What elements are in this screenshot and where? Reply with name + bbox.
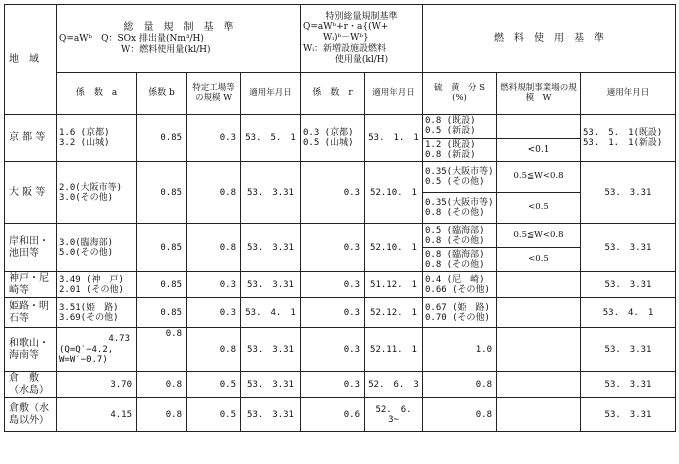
sulfur-cell [423, 162, 497, 193]
coef-a-cell: 4.15 [57, 398, 137, 432]
specific-factory-cell: 0.8 [187, 162, 241, 224]
region-cell: 姫路・明石等 [5, 298, 57, 328]
region-cell: 京 都 等 [5, 115, 57, 162]
apply-date-1-cell: 53. 3.31 [241, 372, 301, 398]
apply-date-2-cell: 52. 6. 3 [365, 372, 423, 398]
sulfur-line: 0.67 (姫 路) [425, 302, 490, 313]
sulfur-cell [423, 224, 497, 248]
fuel-scale-cell: 0.5≦W<0.8 [497, 224, 581, 248]
total-title: 総 量 規 制 基 準 [123, 21, 234, 33]
specific-factory-cell: 0.3 [187, 272, 241, 298]
sulfur-cell [423, 115, 497, 139]
coef-b-cell: 0.85 [137, 224, 187, 272]
apply-date-2-cell: 52. 6. 3~ [365, 398, 423, 432]
coef-r-cell: 0.3 [301, 272, 365, 298]
apply-date-3-line: 53. 1. 1(新設) [583, 138, 663, 149]
coef-a-line: 2.0(大阪市等) [59, 182, 123, 193]
special-formula-1: Q=aWᵇ+r・a{(W+ [303, 22, 389, 33]
apply-date-3-cell [581, 115, 676, 162]
coef-a-cell [57, 224, 137, 272]
header-region: 地 域 [5, 5, 57, 115]
sulfur-line: 0.35(大阪市等) [425, 198, 494, 209]
coef-b-cell: 0.8 [137, 398, 187, 432]
emission-standards-table [4, 4, 676, 432]
special-formula-4: 使用量(kl/H) [334, 54, 389, 65]
apply-date-1-cell: 53. 3.31 [241, 328, 301, 372]
apply-date-3-cell: 53. 3.31 [581, 328, 676, 372]
sulfur-cell [423, 272, 497, 298]
header-apply-date-2: 適用年月日 [365, 73, 423, 115]
sulfur-cell: 1.0 [423, 328, 497, 372]
header-apply-date-1: 適用年月日 [241, 73, 301, 115]
table-row [5, 162, 676, 193]
fuel-scale-cell: <0.1 [497, 138, 581, 162]
coef-r-line: 0.5 (山城) [303, 138, 354, 149]
apply-date-3-cell: 53. 3.31 [581, 398, 676, 432]
total-formula-2: W：燃料使用量(kl/H) [121, 44, 211, 55]
coef-r-cell: 0.3 [301, 162, 365, 224]
header-total-standard [57, 5, 301, 73]
region-cell: 神戸・尼崎等 [5, 272, 57, 298]
specific-factory-cell: 0.5 [187, 398, 241, 432]
coef-a-cell: 3.70 [57, 372, 137, 398]
coef-a-line: 2.01 (その他) [59, 284, 124, 295]
fuel-scale-cell [497, 372, 581, 398]
coef-a-line: (Q=Q′−4.2, [59, 344, 114, 355]
header-coef-r: 係 数 r [301, 73, 365, 115]
apply-date-3-cell: 53. 3.31 [581, 372, 676, 398]
coef-r-cell: 0.3 [301, 224, 365, 272]
coef-r-line: 0.3 (京都) [303, 127, 354, 138]
apply-date-2-cell: 52.10. 1 [365, 224, 423, 272]
apply-date-3-cell: 53. 3.31 [581, 162, 676, 224]
header-sulfur: 硫 黄 分 S (%) [423, 73, 497, 115]
table-row [5, 298, 676, 328]
coef-b-cell: 0.8 [137, 372, 187, 398]
sulfur-line: 0.8 (その他) [425, 235, 485, 246]
table-row [5, 328, 676, 372]
apply-date-1-cell: 53. 4. 1 [241, 298, 301, 328]
apply-date-1-cell: 53. 3.31 [241, 398, 301, 432]
sulfur-line: 0.4 (尼 崎) [425, 274, 485, 285]
specific-factory-cell: 0.8 [187, 328, 241, 372]
sulfur-cell: 0.8 [423, 398, 497, 432]
table-row [5, 115, 676, 139]
sulfur-line: 0.70 (その他) [425, 312, 490, 323]
coef-r-cell [301, 115, 365, 162]
fuel-scale-cell [497, 398, 581, 432]
coef-r-cell: 0.3 [301, 298, 365, 328]
header-special-standard [301, 5, 423, 73]
header-apply-date-3: 適用年月日 [581, 73, 676, 115]
coef-a-line: 3.0(その他) [59, 192, 114, 203]
header-fuel-standard: 燃 料 使 用 基 準 [423, 5, 676, 73]
sulfur-line: 0.8 (その他) [425, 259, 485, 270]
region-cell: 倉 敷（水島） [5, 372, 57, 398]
fuel-scale-cell: <0.5 [497, 193, 581, 224]
fuel-scale-cell [497, 115, 581, 139]
table-row [5, 224, 676, 248]
sulfur-line: 0.35(大阪市等) [425, 167, 494, 178]
sulfur-line: 0.8 (臨海部) [425, 249, 485, 260]
coef-a-line: W=W′−0.7) [59, 355, 108, 366]
sulfur-line: 0.8 (既設) [425, 116, 476, 126]
apply-date-3-cell: 53. 3.31 [581, 272, 676, 298]
sulfur-cell [423, 298, 497, 328]
apply-date-3-cell: 53. 4. 1 [581, 298, 676, 328]
coef-b-cell: 0.85 [137, 272, 187, 298]
apply-date-2-cell: 51.12. 1 [365, 272, 423, 298]
sulfur-line: 1.2 (既設) [425, 139, 476, 150]
sulfur-line: 0.5 (新設) [425, 126, 476, 137]
apply-date-3-line: 53. 5. 1(既設) [583, 127, 663, 138]
specific-factory-cell: 0.3 [187, 115, 241, 162]
coef-a-line: 3.2 (山城) [59, 138, 110, 149]
coef-a-line: 4.73 [108, 334, 130, 345]
coef-a-cell [57, 115, 137, 162]
coef-a-cell [57, 162, 137, 224]
table-row [5, 398, 676, 432]
coef-a-line: 5.0(その他) [59, 247, 114, 258]
special-formula-2: Wᵢ)ᵇ－Wᵇ} [323, 33, 369, 44]
sulfur-line: 0.66 (その他) [425, 284, 490, 295]
sulfur-cell [423, 193, 497, 224]
total-formula-1: Q=aWᵇ Q：SOx 排出量(Nm³/H) [59, 33, 204, 44]
region-cell: 大 阪 等 [5, 162, 57, 224]
header-coef-a: 係 数 a [57, 73, 137, 115]
fuel-scale-cell: <0.5 [497, 248, 581, 272]
coef-a-cell [57, 298, 137, 328]
coef-r-cell: 0.3 [301, 328, 365, 372]
coef-a-line: 1.6 (京都) [59, 127, 110, 138]
apply-date-1-cell: 53. 3.31 [241, 162, 301, 224]
apply-date-1-cell: 53. 3.31 [241, 224, 301, 272]
coef-b-cell: 0.8 [137, 328, 187, 372]
region-cell: 岸和田・池田等 [5, 224, 57, 272]
header-row-1 [5, 5, 676, 73]
sulfur-line: 0.5 (臨海部) [425, 225, 485, 236]
sulfur-line: 0.8 (新設) [425, 150, 476, 161]
apply-date-1-cell: 53. 3.31 [241, 272, 301, 298]
coef-b-cell: 0.85 [137, 298, 187, 328]
coef-a-line: 3.69(その他) [59, 312, 119, 323]
coef-b-cell: 0.85 [137, 115, 187, 162]
coef-a-cell [57, 272, 137, 298]
coef-r-cell: 0.3 [301, 372, 365, 398]
header-row-2 [5, 73, 676, 115]
table-row [5, 272, 676, 298]
header-coef-b: 係数 b [137, 73, 187, 115]
header-fuel-scale: 燃料規制事業場の規模 W [497, 73, 581, 115]
coef-a-line: 3.51(姫 路) [59, 302, 119, 313]
specific-factory-cell: 0.5 [187, 372, 241, 398]
special-formula-3: Wᵢ：新増設施設燃料 [303, 43, 387, 54]
coef-r-cell: 0.6 [301, 398, 365, 432]
fuel-scale-cell [497, 328, 581, 372]
apply-date-2-cell: 52.10. 1 [365, 162, 423, 224]
fuel-scale-cell [497, 272, 581, 298]
apply-date-2-cell: 53. 1. 1 [365, 115, 423, 162]
coef-a-cell [57, 328, 137, 372]
table-row [5, 372, 676, 398]
sulfur-cell [423, 138, 497, 162]
apply-date-1-cell: 53. 5. 1 [241, 115, 301, 162]
region-cell: 和歌山・海南等 [5, 328, 57, 372]
sulfur-cell: 0.8 [423, 372, 497, 398]
sulfur-line: 0.5 (その他) [425, 177, 485, 188]
fuel-scale-cell [497, 298, 581, 328]
coef-a-line: 3.0(臨海部) [59, 237, 114, 248]
sulfur-line: 0.8 (その他) [425, 208, 485, 219]
specific-factory-cell: 0.3 [187, 298, 241, 328]
coef-b-cell: 0.85 [137, 162, 187, 224]
header-specific-factory: 特定工場等の規模 W [187, 73, 241, 115]
apply-date-2-cell: 52.12. 1 [365, 298, 423, 328]
special-title: 特別総量規制基準 [325, 11, 398, 22]
region-cell: 倉敷（水島以外） [5, 398, 57, 432]
coef-a-line: 3.49 (神 戸) [59, 274, 124, 285]
apply-date-3-cell: 53. 3.31 [581, 224, 676, 272]
sulfur-cell [423, 248, 497, 272]
apply-date-2-cell: 52.11. 1 [365, 328, 423, 372]
fuel-scale-cell: 0.5≦W<0.8 [497, 162, 581, 193]
specific-factory-cell: 0.8 [187, 224, 241, 272]
